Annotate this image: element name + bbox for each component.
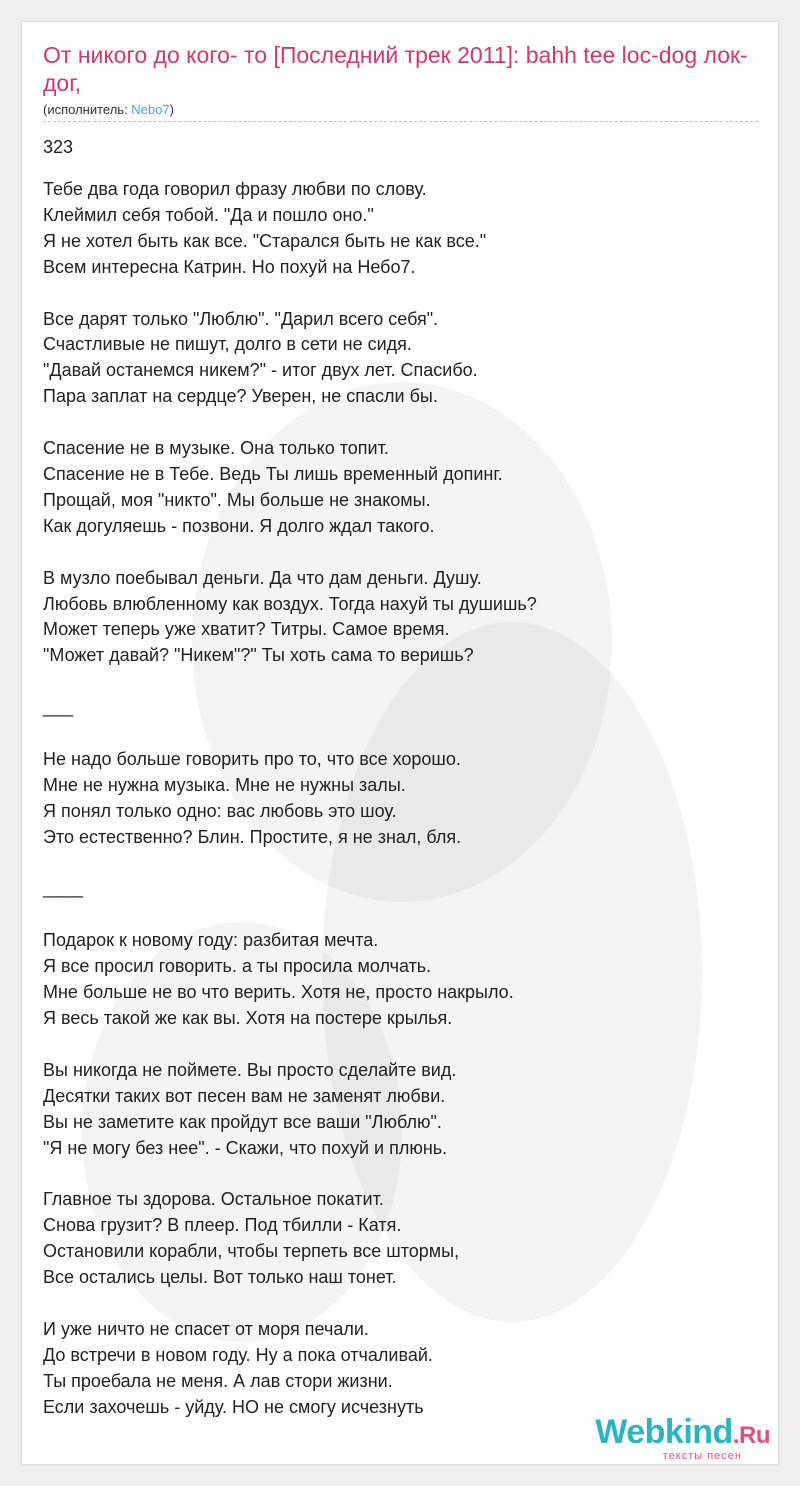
artist-prefix: (исполнитель:: [43, 102, 132, 117]
logo-wordmark: [595, 1414, 770, 1454]
logo-name: Webkind: [595, 1413, 733, 1451]
song-title: От никого до кого- то [Последний трек 2011]: bahh tee loc-dog лок-дог,: [43, 42, 748, 96]
logo-tagline: тексты песен: [662, 1450, 742, 1462]
view-count: 323: [43, 137, 74, 157]
lyrics-content: [43, 22, 758, 1421]
lyrics-card: [22, 22, 778, 1464]
site-logo[interactable]: [595, 1414, 770, 1462]
artist-link[interactable]: Nebo7: [131, 102, 170, 117]
artist-suffix: ): [169, 102, 174, 117]
artist-line: [43, 102, 758, 122]
logo-tld: .Ru: [732, 1422, 770, 1449]
lyrics-text: Тебе два года говорил фразу любви по слову. Клеймил себя тобой. "Да и пошло оно." Я не хотел быть как все. "Старался быть не как все." Всем интересна Катрин. Но похуй на Небо7. Все дарят только "Люблю". "Дарил всего себя". Счастливые не пишут, долго в сети не сидя. "Давай останемся никем?" - итог двух лет. Спасибо. Пара заплат на сердце? Уверен, не спасли бы. Спасение не в музыке. Она только топит. Спасение не в Тебе. Ведь Ты лишь временный допинг. Прощай, моя "никто". Мы больше не знакомы. Как догуляешь - позвони. Я долго ждал такого. В музло поебывал деньги. Да что дам деньги. Душу. Любовь влюбленному как воздух. Тогда нахуй ты душишь? Может теперь уже хватит? Титры. Самое время. "Может давай? "Никем"?" Ты хоть сама то веришь? ___ Не надо больше говорить про то, что все хорошо. Мне не нужна музыка. Мне не нужны залы. Я понял только одно: вас любовь это шоу. Это естественно? Блин. Простите, я не знал, бля. ____ Подарок к новому году: разбитая мечта. Я все просил говорить. а ты просила молчать. Мне больше не во что верить. Хотя не, просто накрыло. Я весь такой же как вы. Хотя на постере крылья. Вы никогда не поймете. Вы просто сделайте вид. Десятки таких вот песен вам не заменят любви. Вы не заметите как пройдут все ваши "Люблю". "Я не могу без нее". - Скажи, что похуй и плюнь. Главное ты здорова. Остальное покатит. Снова грузит? В плеер. Под тбилли - Катя. Остановили корабли, чтобы терпеть все штормы, Все остались целы. Вот только наш тонет. И уже ничто не спасет от моря печали. До встречи в новом году. Ну а пока отчаливай. Ты проебала не меня. А лав стори жизни. Если захочешь - уйду. НО не смогу исчезнуть: [43, 179, 537, 1417]
